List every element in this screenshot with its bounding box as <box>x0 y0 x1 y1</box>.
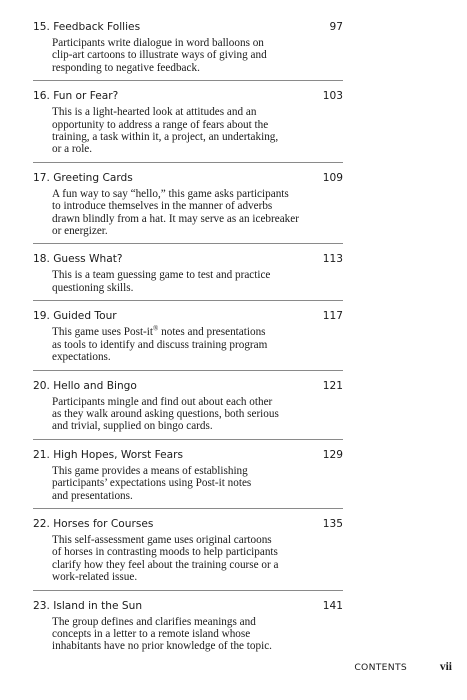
toc-entry-page: 97 <box>329 21 343 33</box>
toc-entry <box>33 89 343 163</box>
toc-entry <box>33 379 343 440</box>
toc-entry-title: 18. Guess What? <box>33 253 123 266</box>
registered-mark: ® <box>153 324 159 333</box>
toc-entry-page: 121 <box>322 379 343 392</box>
toc-entry-page: 135 <box>322 517 343 530</box>
toc-entry-title: 22. Horses for Courses <box>33 517 154 530</box>
toc-entry-page: 129 <box>322 448 343 461</box>
toc-entry-description-start: This game uses Post-it <box>52 326 153 339</box>
toc-entry-description-end: notes and presentations as tools to identify and discuss training program expectations. <box>52 326 268 364</box>
toc-entry-header <box>33 309 343 324</box>
toc-entry <box>33 517 343 591</box>
toc-entry-title: 19. Guided Tour <box>33 310 117 323</box>
toc-entry-header <box>33 171 343 186</box>
toc-entry-header <box>33 20 343 35</box>
toc-entry-page: 141 <box>322 599 343 612</box>
toc-entry-title: 16. Fun or Fear? <box>33 90 119 103</box>
toc-entry-header <box>33 448 343 463</box>
toc-entry-description: This game provides a means of establishing participants’ expectations using Post-it notes and presentations. <box>52 464 252 502</box>
toc-entry <box>33 448 343 509</box>
toc-entry-description <box>33 326 343 363</box>
toc-entry <box>33 599 343 659</box>
toc-entry-header <box>33 89 343 104</box>
toc-entry-description: Participants write dialogue in word balloons on clip-art cartoons to illustrate ways of giving and responding to negative feedback. <box>52 37 267 74</box>
toc-entry <box>33 252 343 301</box>
toc-entry-header <box>33 517 343 532</box>
toc-entry <box>33 171 343 245</box>
toc-entry-description: Participants mingle and find out about each other as they walk around asking questions, both serious and trivial, supplied on bingo cards. <box>52 395 279 433</box>
toc-entry-title: 23. Island in the Sun <box>33 599 143 612</box>
toc-entry-page: 113 <box>322 253 343 266</box>
page-number: vii <box>439 661 452 673</box>
page-footer <box>0 662 452 678</box>
footer-section-label: CONTENTS <box>354 662 407 673</box>
toc-entry-description: This is a light-hearted look at attitudes and an opportunity to address a range of fears about the training, a task within it, a project, an undertaking, or a role. <box>52 106 279 156</box>
toc-entry-header <box>33 252 343 267</box>
toc-entry-description: A fun way to say “hello,” this game asks participants to introduce themselves in the manner of adverbs drawn blindly from a hat. It may serve as an icebreaker or energizer. <box>52 187 299 238</box>
toc-entry-description: The group defines and clarifies meanings and concepts in a letter to a remote island whose inhabitants have no prior knowledge of the topic. <box>52 615 272 653</box>
toc-entry <box>33 20 343 81</box>
toc-entry-page: 103 <box>322 90 343 103</box>
toc-entry-title: 17. Greeting Cards <box>33 171 133 184</box>
toc-entry-description: This is a team guessing game to test and practice questioning skills. <box>52 269 271 294</box>
toc-entry-header <box>33 379 343 394</box>
toc-entry <box>33 309 343 370</box>
toc-entry-description: This self-assessment game uses original cartoons of horses in contrasting moods to help participants clarify how they feel about the training course or a work-related issue. <box>52 533 279 584</box>
toc-entry-title: 20. Hello and Bingo <box>33 379 137 392</box>
toc-entry-title: 15. Feedback Follies <box>33 21 141 33</box>
toc-entry-header <box>33 599 343 614</box>
toc-entry-page: 109 <box>322 171 343 184</box>
table-of-contents <box>33 20 343 667</box>
toc-entry-page: 117 <box>322 310 343 323</box>
toc-entry-title: 21. High Hopes, Worst Fears <box>33 448 184 461</box>
